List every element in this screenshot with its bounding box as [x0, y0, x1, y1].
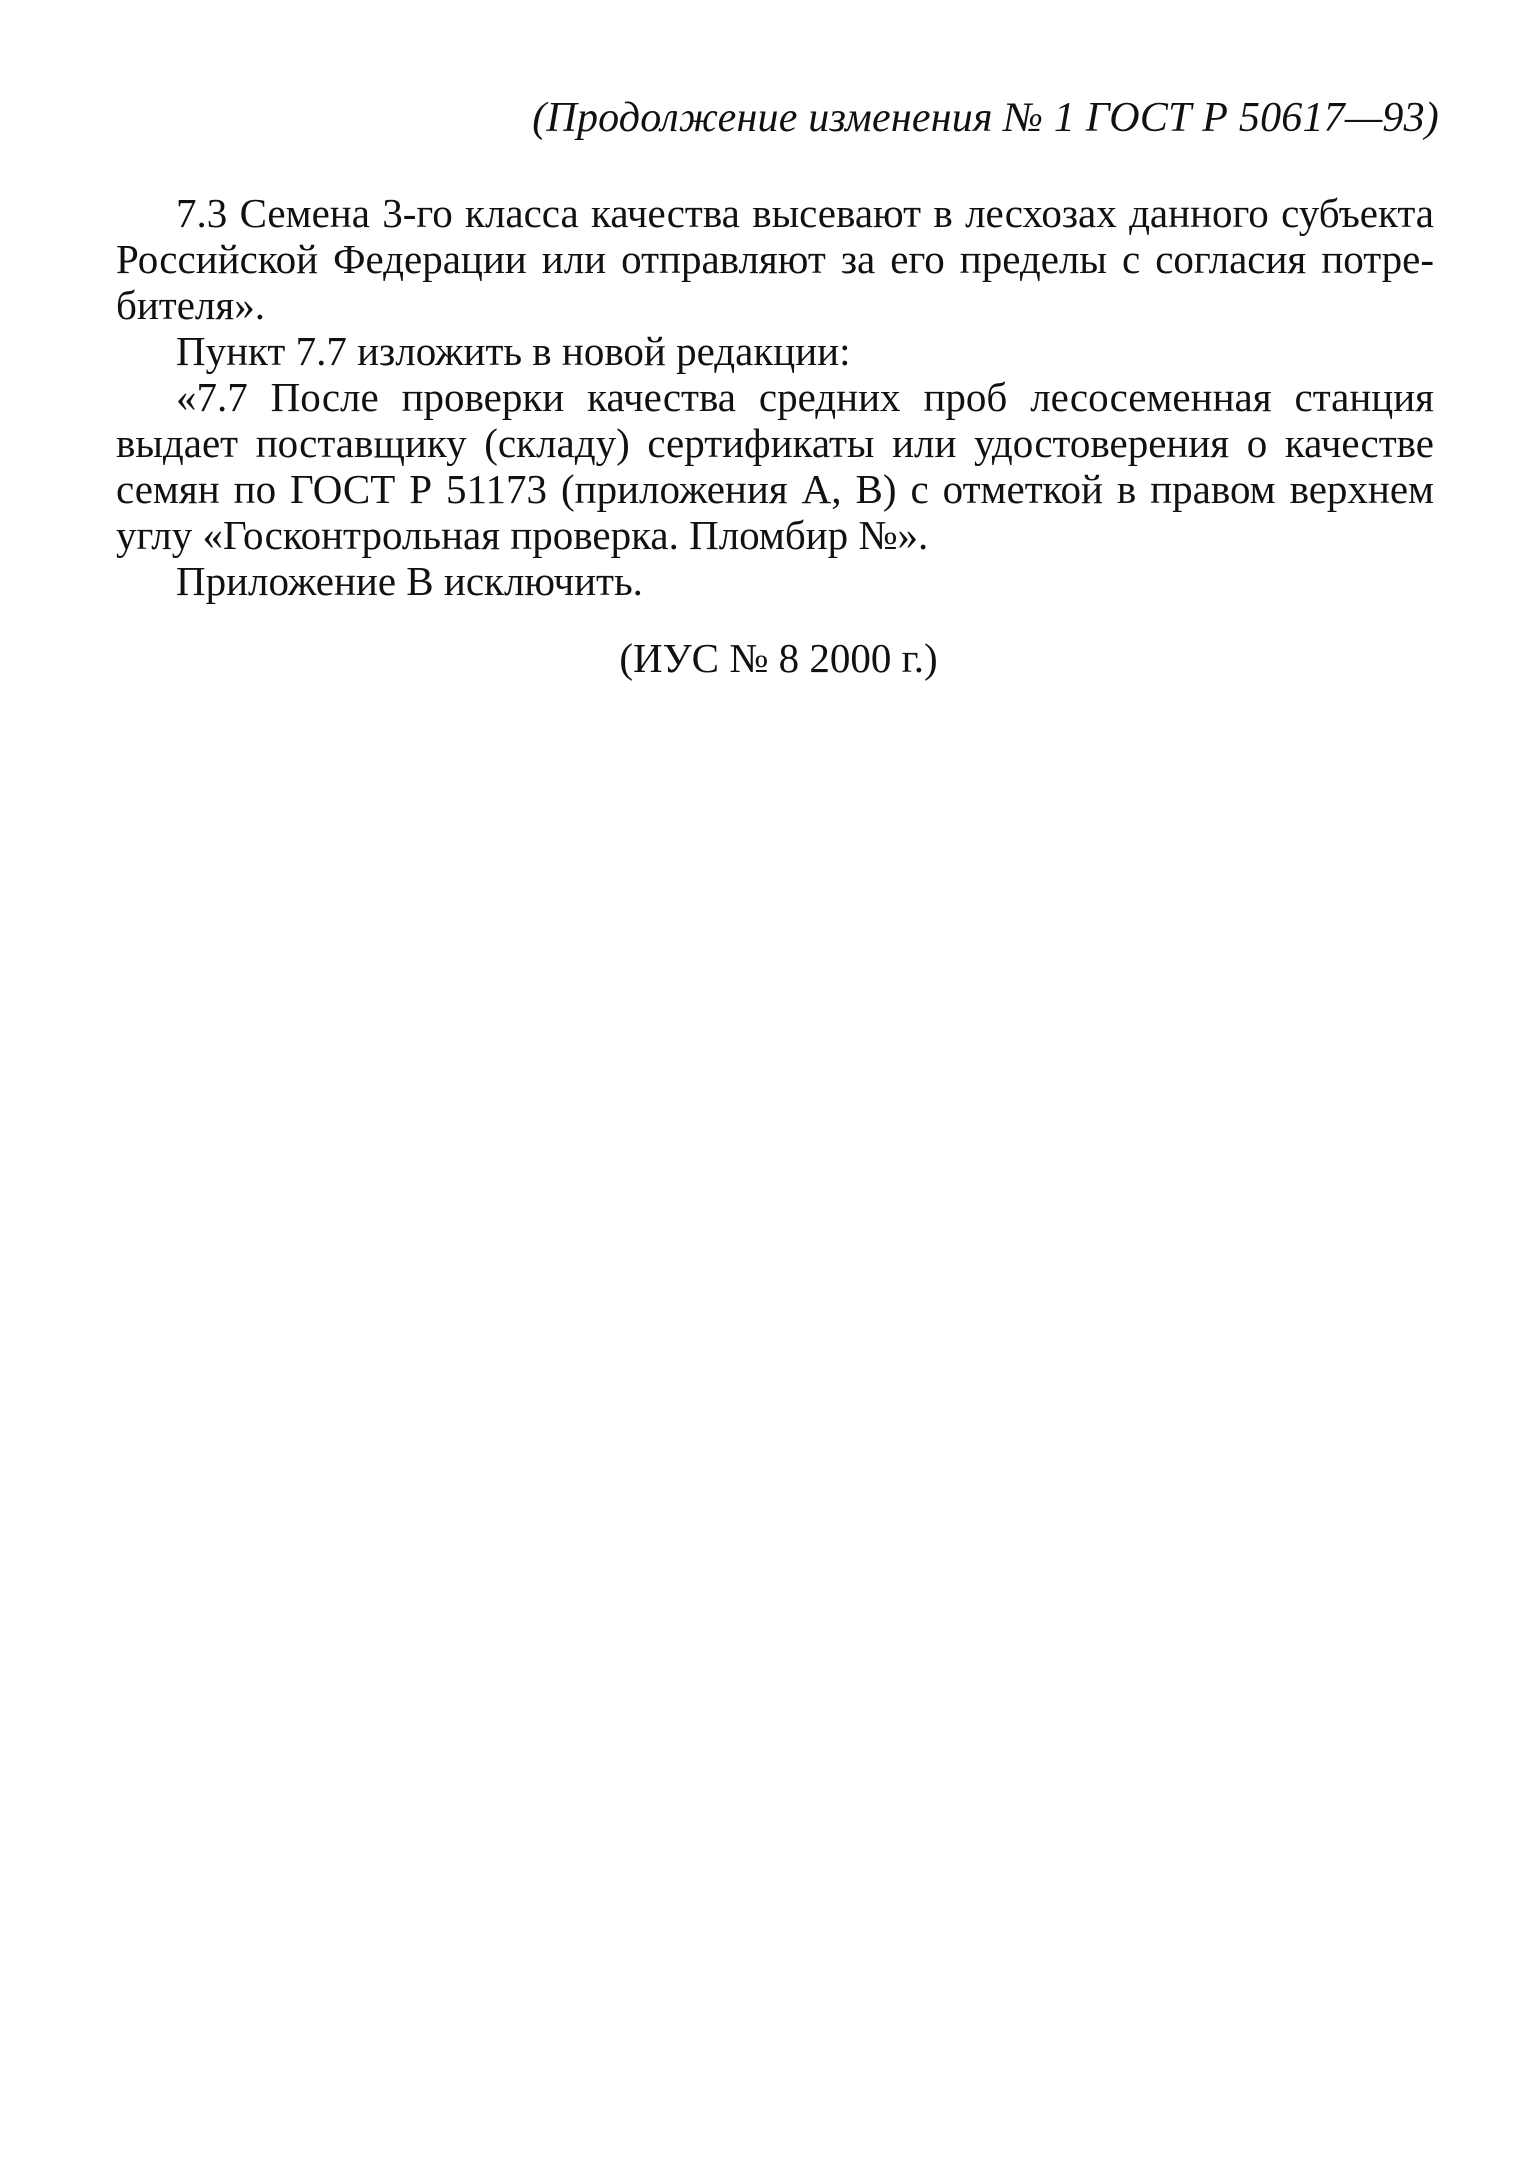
ius-reference-text: (ИУС № 8 2000 г.)	[619, 635, 938, 681]
paragraph-7-7: «7.7 После проверки качества средних проб лесосеменная станция выдает поставщику (складу) сертификаты или удостоверения о качестве семян по ГОСТ Р 51173 (приложения А, В) с отметкой в правом верхнем углу «Госконтрольная проверка. Пломбир №».	[116, 374, 1434, 558]
paragraph-7-3: 7.3 Семена 3-го класса качества высевают в лесхозах данного субъекта Российской Федерации или отправляют за его пределы с согласия потребителя».	[116, 190, 1434, 328]
paragraph-item-7-7-intro: Пункт 7.7 изложить в новой редакции:	[176, 328, 851, 374]
paragraph-appendix-v: Приложение В исключить.	[176, 558, 643, 604]
document-body	[116, 190, 1434, 604]
ius-reference	[0, 634, 1519, 682]
page-header: (Продолжение изменения № 1 ГОСТ Р 50617—93)	[532, 95, 1439, 141]
